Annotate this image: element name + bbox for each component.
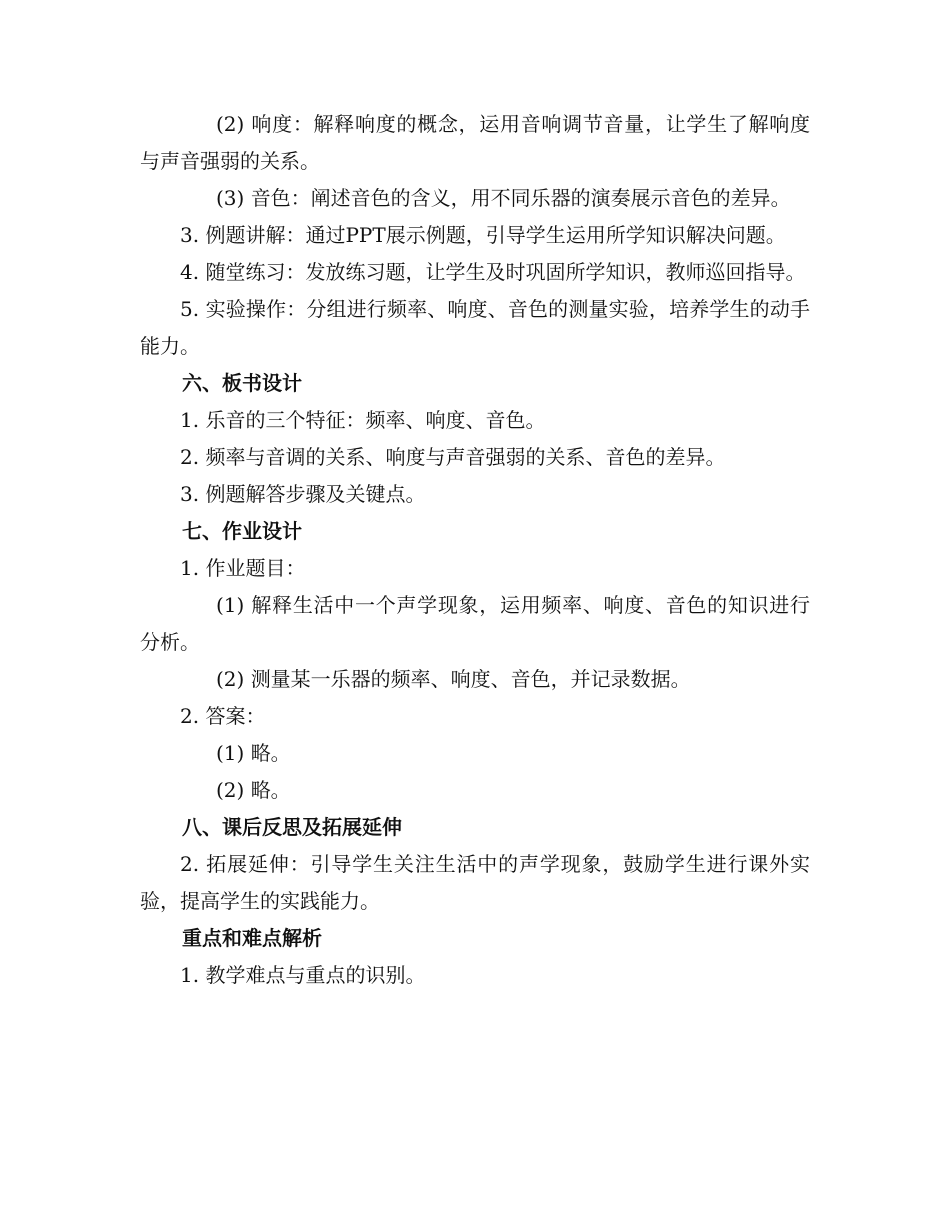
list-item: 2. 拓展延伸：引导学生关注生活中的声学现象，鼓励学生进行课外实验，提高学生的实践能力。 (140, 852, 810, 913)
paragraph-timbre: (3) 音色：阐述音色的含义，用不同乐器的演奏展示音色的差异。 (216, 186, 791, 210)
list-item: 1. 作业题目： (180, 556, 306, 580)
sub-list-item: (2) 测量某一乐器的频率、响度、音色，并记录数据。 (216, 667, 691, 691)
section-heading-key-points: 重点和难点解析 (182, 926, 322, 950)
list-item: 2. 频率与音调的关系、响度与声音强弱的关系、音色的差异。 (180, 445, 726, 469)
section-heading-blackboard: 六、板书设计 (182, 371, 302, 395)
list-item: 2. 答案： (180, 704, 266, 728)
sub-list-item: (1) 解释生活中一个声学现象，运用频率、响度、音色的知识进行分析。 (140, 593, 810, 654)
section-heading-reflection: 八、课后反思及拓展延伸 (182, 815, 402, 839)
list-item: 1. 教学难点与重点的识别。 (180, 963, 426, 987)
paragraph-loudness: (2) 响度：解释响度的概念，运用音响调节音量，让学生了解响度与声音强弱的关系。 (140, 112, 810, 173)
section-heading-homework: 七、作业设计 (182, 519, 302, 543)
sub-list-item: (2) 略。 (216, 778, 291, 802)
sub-list-item: (1) 略。 (216, 741, 291, 765)
list-item: 3. 例题解答步骤及关键点。 (180, 482, 426, 506)
document-body (140, 106, 810, 994)
paragraph-experiment: 5. 实验操作：分组进行频率、响度、音色的测量实验，培养学生的动手能力。 (140, 297, 810, 358)
paragraph-example-explanation: 3. 例题讲解：通过PPT展示例题，引导学生运用所学知识解决问题。 (180, 223, 786, 247)
list-item: 1. 乐音的三个特征：频率、响度、音色。 (180, 408, 546, 432)
paragraph-class-practice: 4. 随堂练习：发放练习题，让学生及时巩固所学知识，教师巡回指导。 (180, 260, 806, 284)
